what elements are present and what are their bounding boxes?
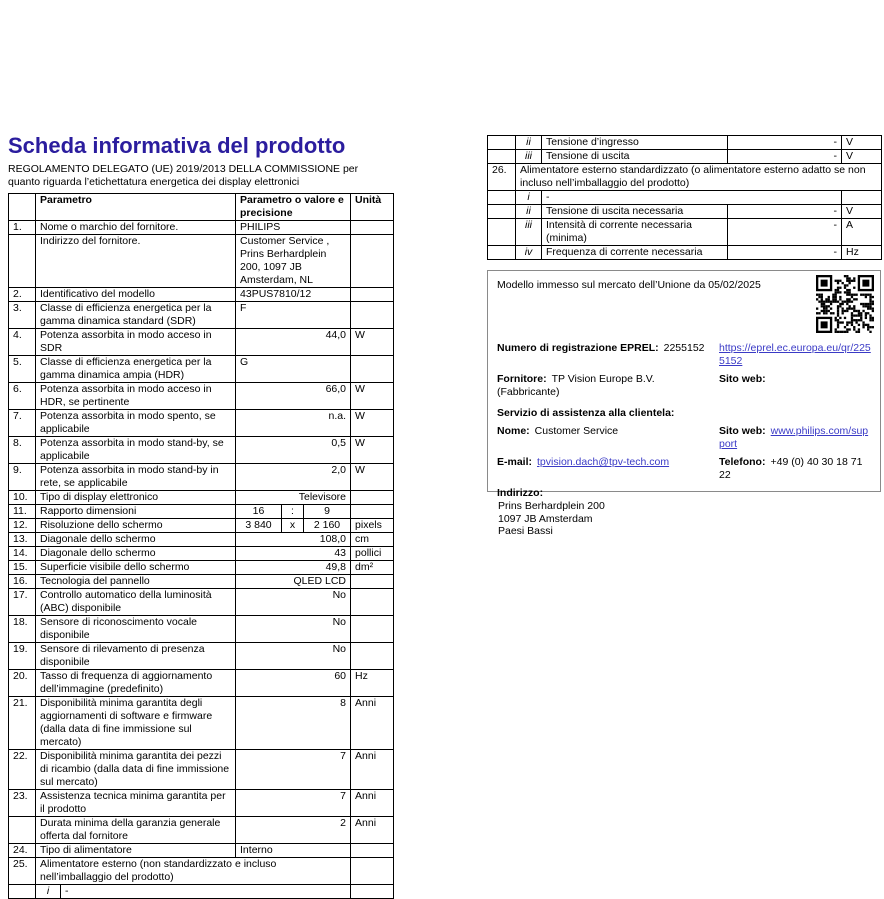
value-cell: QLED LCD (236, 575, 351, 589)
indirizzo-label: Indirizzo: (497, 487, 544, 499)
roman-index-cell: iii (516, 219, 542, 246)
unit-cell (351, 643, 394, 670)
value-cell: 0,5 (236, 437, 351, 464)
parameter-span-cell: Alimentatore esterno standardizzato (o alimentatore esterno adatto se non incluso nell’imballaggio del prodotto) (516, 164, 882, 191)
value-separator-cell: x (282, 519, 304, 533)
value-separator-cell: : (282, 505, 304, 519)
row-number (9, 817, 36, 844)
fornitore-value: TP Vision Europe B.V. (Fabbricante) (497, 373, 655, 398)
unit-cell: Hz (842, 246, 882, 260)
parameter-cell: Identificativo del modello (36, 288, 236, 302)
table-row (9, 575, 394, 589)
unit-cell: V (842, 205, 882, 219)
table-row (9, 589, 394, 616)
roman-index-cell: iv (516, 246, 542, 260)
row-number: 17. (9, 589, 36, 616)
left-column (8, 133, 395, 899)
row-number: 7. (9, 410, 36, 437)
parameter-cell: Controllo automatico della luminosità (ABC) disponibile (36, 589, 236, 616)
parameter-cell: Potenza assorbita in modo acceso in SDR (36, 329, 236, 356)
table-row (9, 302, 394, 329)
row-number: 15. (9, 561, 36, 575)
unit-cell (351, 491, 394, 505)
value-cell: Customer Service , Prins Berhardplein 200, 1097 JB Amsterdam, NL (236, 235, 351, 288)
value-cell: 3 840 (236, 519, 282, 533)
value-cell: 60 (236, 670, 351, 697)
value-cell: Televisore (236, 491, 351, 505)
value-cell: 16 (236, 505, 282, 519)
parameter-cell: Classe di efficienza energetica per la gamma dinamica ampia (HDR) (36, 356, 236, 383)
fornitore-row (497, 373, 871, 399)
parameter-cell: Tipo di display elettronico (36, 491, 236, 505)
table-row (9, 464, 394, 491)
row-number (488, 136, 516, 150)
row-number: 5. (9, 356, 36, 383)
table-row (9, 844, 394, 858)
table-row (9, 643, 394, 670)
email-row (497, 456, 871, 482)
left-table-body (9, 221, 394, 899)
parameter-cell: Sensore di riconoscimento vocale disponibile (36, 616, 236, 643)
row-number (9, 235, 36, 288)
table-row (9, 790, 394, 817)
value-cell: 43 (236, 547, 351, 561)
email-link[interactable]: tpvision.dach@tpv-tech.com (537, 456, 670, 468)
unit-cell: W (351, 410, 394, 437)
table-row (9, 616, 394, 643)
parameter-cell: Potenza assorbita in modo stand-by in rete, se applicabile (36, 464, 236, 491)
value-cell: 66,0 (236, 383, 351, 410)
philips-support-link[interactable]: www.philips.com/support (719, 425, 869, 450)
parameter-cell: Tensione di uscita (542, 150, 728, 164)
unit-cell: Hz (351, 670, 394, 697)
table-row (488, 164, 882, 191)
value-cell: - (61, 885, 351, 899)
row-number: 12. (9, 519, 36, 533)
parameter-cell: Assistenza tecnica minima garantita per il prodotto (36, 790, 236, 817)
parameter-cell: Potenza assorbita in modo spento, se applicabile (36, 410, 236, 437)
address-line: 1097 JB Amsterdam (498, 512, 593, 525)
row-number: 21. (9, 697, 36, 750)
value-cell: 7 (236, 790, 351, 817)
row-number: 6. (9, 383, 36, 410)
row-number: 3. (9, 302, 36, 329)
table-row (9, 383, 394, 410)
value-cell: No (236, 643, 351, 670)
value-cell: - (728, 205, 842, 219)
value-cell: - (728, 219, 842, 246)
table-row (9, 491, 394, 505)
value-cell: 108,0 (236, 533, 351, 547)
parameter-cell: Durata minima della garanzia generale offerta dal fornitore (36, 817, 236, 844)
header-unita: Unità (351, 194, 394, 221)
table-row (9, 437, 394, 464)
unit-cell: W (351, 437, 394, 464)
row-number: 19. (9, 643, 36, 670)
table-row (488, 219, 882, 246)
roman-index-cell: ii (516, 205, 542, 219)
unit-cell (351, 858, 394, 885)
table-row (9, 356, 394, 383)
row-number (488, 219, 516, 246)
row-number: 9. (9, 464, 36, 491)
row-number: 1. (9, 221, 36, 235)
value-cell: 2 160 (304, 519, 351, 533)
row-number: 10. (9, 491, 36, 505)
nome-value: Customer Service (534, 425, 619, 437)
unit-cell (351, 302, 394, 329)
unit-cell (351, 575, 394, 589)
telefono-value: +49 (0) 40 30 18 71 22 (719, 456, 863, 481)
row-number: 2. (9, 288, 36, 302)
unit-cell (351, 616, 394, 643)
unit-cell: Anni (351, 697, 394, 750)
value-cell: 7 (236, 750, 351, 790)
parameter-span-cell: Alimentatore esterno (non standardizzato e incluso nell’imballaggio del prodotto) (36, 858, 351, 885)
qr-code-icon (816, 275, 874, 333)
row-number: 23. (9, 790, 36, 817)
table-row (9, 858, 394, 885)
unit-cell (351, 356, 394, 383)
table-row (9, 505, 394, 519)
unit-cell: Anni (351, 817, 394, 844)
value-cell: 8 (236, 697, 351, 750)
parameter-cell: Sensore di rilevamento di presenza disponibile (36, 643, 236, 670)
value-cell: 9 (304, 505, 351, 519)
value-cell: PHILIPS (236, 221, 351, 235)
parameter-cell: Frequenza di corrente necessaria (542, 246, 728, 260)
value-cell: - (728, 246, 842, 260)
unit-cell: A (842, 219, 882, 246)
row-number: 24. (9, 844, 36, 858)
row-number: 26. (488, 164, 516, 191)
row-number: 14. (9, 547, 36, 561)
unit-cell: Anni (351, 790, 394, 817)
header-valore: Parametro o valore e precisione (236, 194, 351, 221)
table-row (9, 221, 394, 235)
parameter-cell: Tasso di frequenza di aggiornamento dell’immagine (predefinito) (36, 670, 236, 697)
parameter-cell: Risoluzione dello schermo (36, 519, 236, 533)
parameter-cell: Potenza assorbita in modo acceso in HDR, se pertinente (36, 383, 236, 410)
unit-cell (351, 885, 394, 899)
parameter-cell: Classe di efficienza energetica per la gamma dinamica standard (SDR) (36, 302, 236, 329)
value-cell: - (728, 136, 842, 150)
unit-cell: pixels (351, 519, 394, 533)
service-heading: Servizio di assistenza alla clientela: (497, 407, 675, 419)
value-cell: 43PUS7810/12 (236, 288, 351, 302)
row-number (488, 246, 516, 260)
value-cell: 49,8 (236, 561, 351, 575)
parameter-cell: Indirizzo del fornitore. (36, 235, 236, 288)
roman-index-cell: i (36, 885, 61, 899)
value-cell: G (236, 356, 351, 383)
unit-cell (351, 589, 394, 616)
unit-cell: W (351, 329, 394, 356)
table-row (9, 697, 394, 750)
row-number: 18. (9, 616, 36, 643)
table-row (9, 410, 394, 437)
table-row (9, 533, 394, 547)
row-number: 8. (9, 437, 36, 464)
parameter-cell: Potenza assorbita in modo stand-by, se applicabile (36, 437, 236, 464)
unit-cell: W (351, 383, 394, 410)
roman-index-cell: iii (516, 150, 542, 164)
table-header-row (9, 194, 394, 221)
right-column (487, 135, 881, 537)
parameter-cell: Disponibilità minima garantita degli aggiornamenti di software e firmware (dalla data di fine immissione sul mercato) (36, 697, 236, 750)
table-row (9, 750, 394, 790)
address-line: Prins Berhardplein 200 (498, 500, 605, 512)
value-cell: n.a. (236, 410, 351, 437)
eprel-link[interactable]: https://eprel.ec.europa.eu/qr/2255152 (719, 342, 871, 367)
regulation-subtitle: REGOLAMENTO DELEGATO (UE) 2019/2013 DELLA COMMISSIONE per quanto riguarda l’etichettatura energetica dei display elettronici (8, 163, 359, 188)
table-row (9, 885, 394, 899)
unit-cell: cm (351, 533, 394, 547)
unit-cell: V (842, 150, 882, 164)
unit-cell (351, 844, 394, 858)
parameter-cell: Tensione d’ingresso (542, 136, 728, 150)
table-row (488, 136, 882, 150)
fornitore-label: Fornitore: (497, 373, 547, 385)
parameter-cell: Rapporto dimensioni (36, 505, 236, 519)
parameter-cell: Diagonale dello schermo (36, 547, 236, 561)
row-number (9, 885, 36, 899)
parameter-cell: Tipo di alimentatore (36, 844, 236, 858)
row-number: 13. (9, 533, 36, 547)
eprel-number: 2255152 (663, 342, 705, 354)
row-number: 25. (9, 858, 36, 885)
email-label: E-mail: (497, 456, 533, 468)
right-table-body (488, 136, 882, 260)
unit-cell (351, 221, 394, 235)
sito-web2-label: Sito web: (719, 425, 766, 437)
row-number: 20. (9, 670, 36, 697)
unit-cell: dm² (351, 561, 394, 575)
row-number (488, 191, 516, 205)
roman-index-cell: ii (516, 136, 542, 150)
value-cell: - (728, 150, 842, 164)
continuation-table (487, 135, 882, 260)
table-row (488, 205, 882, 219)
value-cell: F (236, 302, 351, 329)
row-number: 16. (9, 575, 36, 589)
address-line: Paesi Bassi (498, 525, 553, 537)
parameter-cell: Diagonale dello schermo (36, 533, 236, 547)
nome-row (497, 425, 871, 451)
header-parametro: Parametro (36, 194, 236, 221)
value-cell: - (542, 191, 842, 205)
table-row (9, 547, 394, 561)
row-number: 11. (9, 505, 36, 519)
value-cell: No (236, 616, 351, 643)
value-cell: 2,0 (236, 464, 351, 491)
table-row (9, 235, 394, 288)
supplier-info-box (487, 270, 881, 537)
header-empty-cell (9, 194, 36, 221)
parameter-cell: Superficie visibile dello schermo (36, 561, 236, 575)
value-cell: 44,0 (236, 329, 351, 356)
eprel-row (497, 342, 871, 368)
table-row (9, 817, 394, 844)
nome-label: Nome: (497, 425, 530, 437)
value-cell: No (236, 589, 351, 616)
row-number (488, 205, 516, 219)
parameter-cell: Nome o marchio del fornitore. (36, 221, 236, 235)
parameter-cell: Tecnologia del pannello (36, 575, 236, 589)
table-row (488, 150, 882, 164)
unit-cell (842, 191, 882, 205)
unit-cell: pollici (351, 547, 394, 561)
row-number (488, 150, 516, 164)
market-date-line: Modello immesso sul mercato dell’Unione da 05/02/2025 (497, 279, 761, 291)
parameter-cell: Intensità di corrente necessaria (minima) (542, 219, 728, 246)
table-row (9, 561, 394, 575)
unit-cell: V (842, 136, 882, 150)
row-number: 22. (9, 750, 36, 790)
table-row (9, 329, 394, 356)
unit-cell: Anni (351, 750, 394, 790)
value-cell: Interno (236, 844, 351, 858)
page-title: Scheda informativa del prodotto (8, 133, 346, 158)
table-row (9, 670, 394, 697)
unit-cell: W (351, 464, 394, 491)
row-number: 4. (9, 329, 36, 356)
unit-cell (351, 235, 394, 288)
parameter-cell: Disponibilità minima garantita dei pezzi di ricambio (dalla data di fine immissione sul mercato) (36, 750, 236, 790)
table-row (9, 288, 394, 302)
eprel-label: Numero di registrazione EPREL: (497, 342, 659, 354)
value-cell: 2 (236, 817, 351, 844)
table-row (488, 246, 882, 260)
unit-cell (351, 505, 394, 519)
unit-cell (351, 288, 394, 302)
sito-web-label: Sito web: (719, 373, 766, 385)
telefono-label: Telefono: (719, 456, 766, 468)
product-fiche-table (8, 193, 394, 899)
parameter-cell: Tensione di uscita necessaria (542, 205, 728, 219)
roman-index-cell: i (516, 191, 542, 205)
table-row (488, 191, 882, 205)
table-row (9, 519, 394, 533)
